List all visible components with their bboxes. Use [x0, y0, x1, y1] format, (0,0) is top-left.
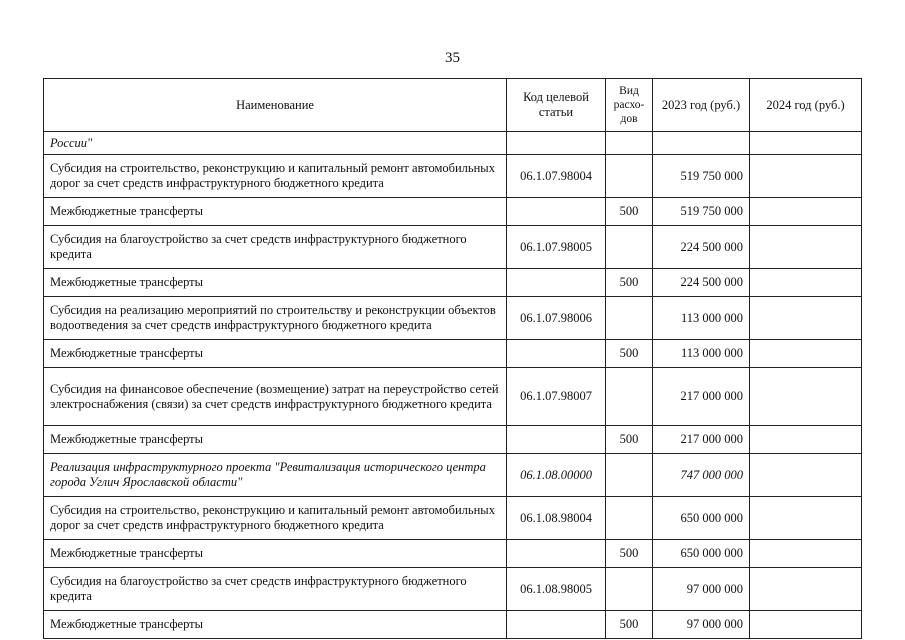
cell-2024	[750, 426, 862, 454]
cell-name: Межбюджетные трансферты	[44, 198, 507, 226]
cell-code	[507, 540, 606, 568]
cell-2024	[750, 611, 862, 639]
cell-2024	[750, 155, 862, 198]
cell-2023: 224 500 000	[653, 269, 750, 297]
cell-name: Субсидия на благоустройство за счет средств инфраструктурного бюджетного кредита	[44, 568, 507, 611]
cell-2024	[750, 269, 862, 297]
cell-2024	[750, 497, 862, 540]
cell-kind	[606, 568, 653, 611]
header-row	[44, 79, 862, 132]
cell-2023: 97 000 000	[653, 611, 750, 639]
header-2023: 2023 год (руб.)	[653, 79, 750, 132]
cell-2023: 519 750 000	[653, 155, 750, 198]
cell-2024	[750, 454, 862, 497]
cell-2024	[750, 340, 862, 368]
table-row	[44, 269, 862, 297]
cell-2023: 217 000 000	[653, 426, 750, 454]
cell-name: Субсидия на реализацию мероприятий по строительству и реконструкции объектов водоотведения за счет средств инфраструктурного бюджетного кредита	[44, 297, 507, 340]
cell-code	[507, 132, 606, 155]
table-row	[44, 426, 862, 454]
cell-code	[507, 269, 606, 297]
cell-2023: 650 000 000	[653, 497, 750, 540]
cell-2023: 217 000 000	[653, 368, 750, 426]
table-row	[44, 132, 862, 155]
cell-kind	[606, 297, 653, 340]
table-row	[44, 297, 862, 340]
table-row	[44, 611, 862, 639]
cell-name: Межбюджетные трансферты	[44, 426, 507, 454]
cell-2023: 519 750 000	[653, 198, 750, 226]
cell-2023: 113 000 000	[653, 297, 750, 340]
cell-name: Субсидия на финансовое обеспечение (возмещение) затрат на переустройство сетей электроснабжения (связи) за счет средств инфраструктурного бюджетного кредита	[44, 368, 507, 426]
cell-2024	[750, 226, 862, 269]
cell-code: 06.1.07.98005	[507, 226, 606, 269]
page-number: 35	[445, 50, 460, 66]
cell-kind: 500	[606, 198, 653, 226]
cell-name: Субсидия на строительство, реконструкцию и капитальный ремонт автомобильных дорог за счет средств инфраструктурного бюджетного кредита	[44, 497, 507, 540]
cell-name: Межбюджетные трансферты	[44, 540, 507, 568]
cell-2023: 650 000 000	[653, 540, 750, 568]
table-row	[44, 155, 862, 198]
cell-code	[507, 198, 606, 226]
cell-code: 06.1.08.98004	[507, 497, 606, 540]
cell-name: Субсидия на строительство, реконструкцию и капитальный ремонт автомобильных дорог за счет средств инфраструктурного бюджетного кредита	[44, 155, 507, 198]
cell-code: 06.1.07.98004	[507, 155, 606, 198]
cell-2023: 113 000 000	[653, 340, 750, 368]
cell-code	[507, 340, 606, 368]
cell-code: 06.1.08.98005	[507, 568, 606, 611]
header-name: Наименование	[44, 79, 507, 132]
cell-kind	[606, 132, 653, 155]
cell-kind: 500	[606, 611, 653, 639]
cell-code: 06.1.07.98006	[507, 297, 606, 340]
cell-2023: 747 000 000	[653, 454, 750, 497]
cell-2024	[750, 297, 862, 340]
cell-name: Межбюджетные трансферты	[44, 269, 507, 297]
cell-code	[507, 426, 606, 454]
cell-kind	[606, 226, 653, 269]
table-row	[44, 340, 862, 368]
cell-kind: 500	[606, 269, 653, 297]
cell-2024	[750, 540, 862, 568]
cell-2024	[750, 198, 862, 226]
cell-2024	[750, 568, 862, 611]
budget-table	[43, 78, 862, 639]
table-row	[44, 568, 862, 611]
cell-2024	[750, 368, 862, 426]
cell-kind: 500	[606, 426, 653, 454]
cell-name: Субсидия на благоустройство за счет средств инфраструктурного бюджетного кредита	[44, 226, 507, 269]
header-kind-label: Вид расхо-дов	[613, 85, 645, 125]
cell-2023: 97 000 000	[653, 568, 750, 611]
cell-2024	[750, 132, 862, 155]
cell-name: Межбюджетные трансферты	[44, 611, 507, 639]
cell-kind: 500	[606, 340, 653, 368]
table-row	[44, 198, 862, 226]
cell-name: Межбюджетные трансферты	[44, 340, 507, 368]
table-row	[44, 368, 862, 426]
cell-kind	[606, 497, 653, 540]
cell-code: 06.1.08.00000	[507, 454, 606, 497]
table-header	[44, 79, 862, 132]
header-2024: 2024 год (руб.)	[750, 79, 862, 132]
table-row	[44, 540, 862, 568]
cell-code	[507, 611, 606, 639]
cell-kind	[606, 155, 653, 198]
cell-name: Реализация инфраструктурного проекта "Ревитализация исторического центра города Углич Ярославской области"	[44, 454, 507, 497]
table-row	[44, 497, 862, 540]
table-row	[44, 226, 862, 269]
cell-kind	[606, 368, 653, 426]
table-body	[44, 132, 862, 639]
header-kind	[606, 79, 653, 132]
cell-2023: 224 500 000	[653, 226, 750, 269]
header-code: Код целевой статьи	[507, 79, 606, 132]
cell-2023	[653, 132, 750, 155]
cell-kind	[606, 454, 653, 497]
cell-name: России"	[44, 132, 507, 155]
table-row	[44, 454, 862, 497]
cell-code: 06.1.07.98007	[507, 368, 606, 426]
cell-kind: 500	[606, 540, 653, 568]
